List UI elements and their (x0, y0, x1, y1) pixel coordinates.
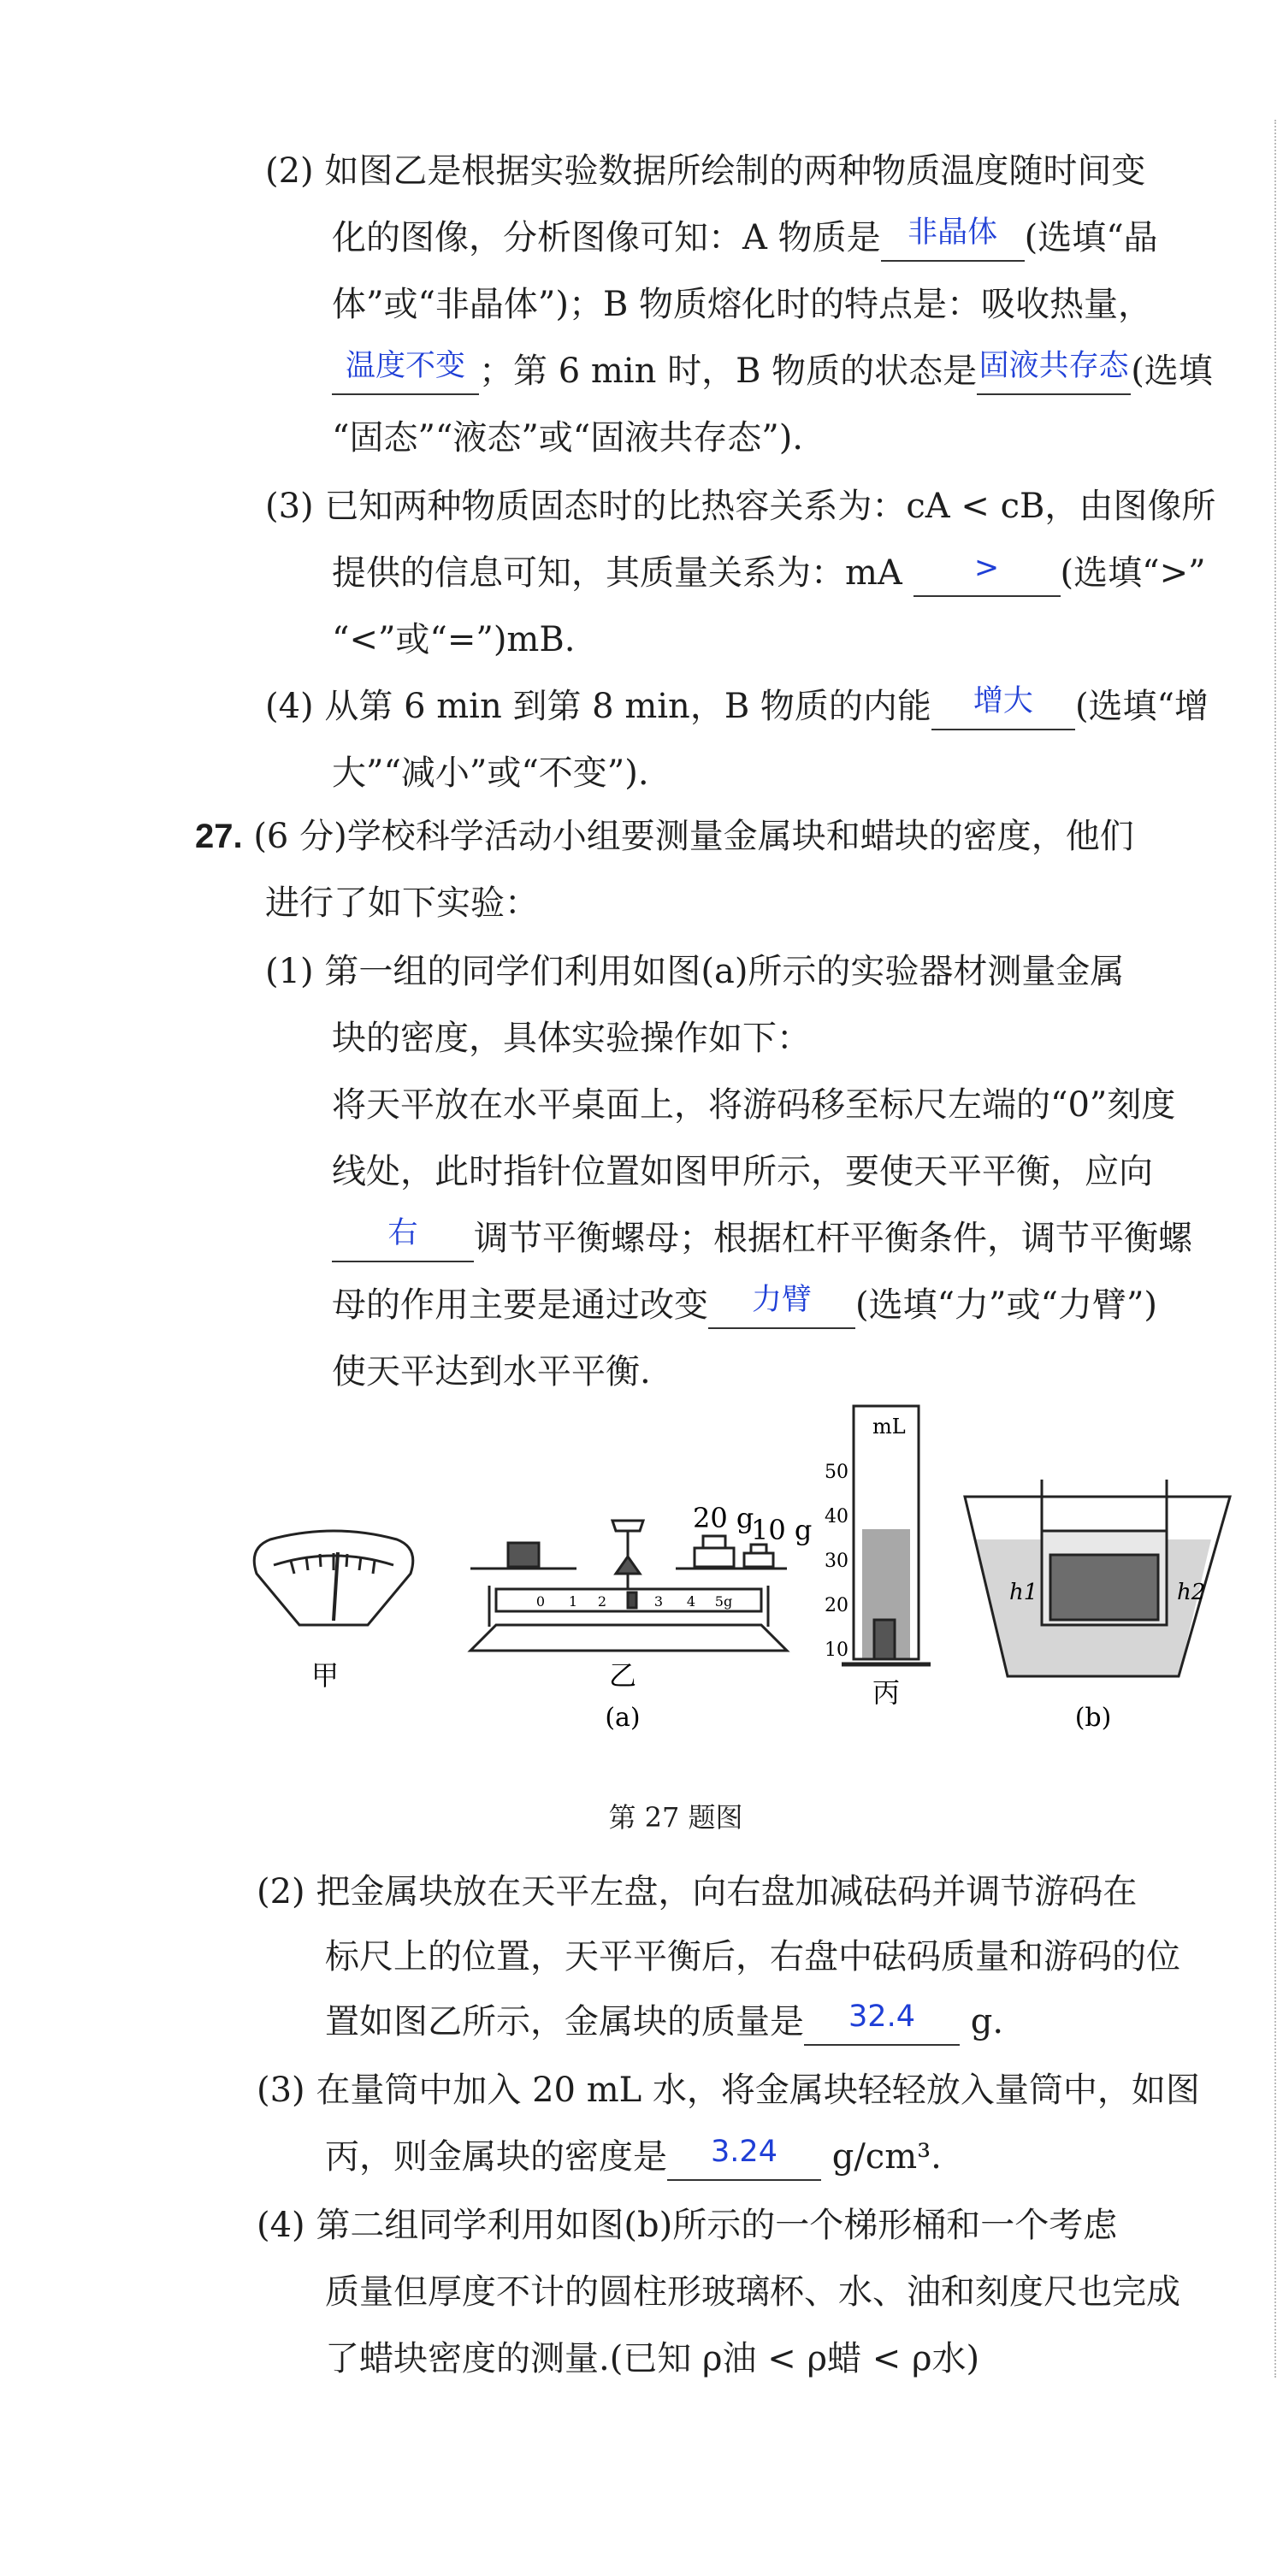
answer-blank-direction (332, 1216, 474, 1262)
answer-text: 固液共存态 (979, 349, 1129, 383)
answer-blank-state (977, 349, 1131, 395)
q27-part1-line5: 右 调节平衡螺母；根据杠杆平衡条件，调节平衡螺 (332, 1216, 1192, 1262)
cylinder-unit: mL (872, 1415, 906, 1439)
q26-part2-line5: “固态”“液态”或“固液共存态”). (332, 418, 804, 458)
answer-blank-mass-relation (913, 551, 1061, 597)
q27-part1-line3: 将天平放在水平桌面上，将游码移至标尺左端的“0”刻度 (332, 1085, 1176, 1125)
cylinder-tick: 30 (825, 1551, 848, 1572)
h2-label: h2 (1177, 1580, 1206, 1605)
scale-tick: 2 (597, 1593, 607, 1610)
q26-part4-line2: 大”“减小”或“不变”). (332, 753, 649, 793)
balance-yi (470, 1521, 787, 1651)
q27-part1-line1: (1) 第一组的同学们利用如图(a)所示的实验器材测量金属 (265, 952, 1125, 991)
q26-part3-line1: (3) 已知两种物质固态时的比热容关系为：cA < cB，由图像所 (265, 487, 1216, 526)
scale-tick: 5g (714, 1593, 733, 1610)
q27-part4-line1: (4) 第二组同学利用如图(b)所示的一个梯形桶和一个考虑 (257, 2206, 1118, 2245)
answer-text: 右 (387, 1216, 418, 1250)
q26-part2-line2: 化的图像，分析图像可知：A 物质是 非晶体 (选填“晶 (332, 216, 1158, 262)
q26-part3-line2: 提供的信息可知，其质量关系为：mA > (选填“>” (332, 551, 1206, 597)
q27-part2-line1: (2) 把金属块放在天平左盘，向右盘加减砝码并调节游码在 (257, 1872, 1138, 1911)
q27-part2-line2: 标尺上的位置，天平平衡后，右盘中砝码质量和游码的位 (325, 1937, 1180, 1976)
answer-text: > (973, 551, 1000, 585)
label-yi: 乙 (608, 1659, 637, 1692)
answer-blank-internal-energy (931, 684, 1075, 730)
page-edge-dotted-line (1274, 120, 1276, 2378)
q27-part2-line3: 置如图乙所示，金属块的质量是 32.4 g. (325, 2000, 1003, 2046)
q26-part4-line1: (4) 从第 6 min 到第 8 min，B 物质的内能 增大 (选填“增 (265, 684, 1209, 730)
q27-part4-line2: 质量但厚度不计的圆柱形玻璃杯、水、油和刻度尺也完成 (325, 2272, 1180, 2312)
cylinder-tick: 20 (825, 1595, 848, 1616)
q27-part1-line2: 块的密度，具体实验操作如下： (332, 1019, 811, 1058)
pointer-scale-jia (254, 1531, 413, 1625)
label-bing: 丙 (872, 1676, 901, 1709)
weight-20g-label: 20 g (693, 1502, 754, 1534)
scale-tick: 0 (535, 1593, 546, 1610)
answer-blank-metal-density (667, 2135, 821, 2181)
measuring-cylinder-bing (842, 1406, 931, 1664)
q26-part2-line4: 温度不变 ；第 6 min 时，B 物质的状态是 固液共存态 (选填 (332, 349, 1213, 395)
h1-label: h1 (1009, 1580, 1038, 1605)
answer-text: 3.24 (711, 2135, 777, 2169)
q27-part1-line6: 母的作用主要是通过改变 力臂 (选填“力”或“力臂”) (332, 1283, 1157, 1329)
label-jia: 甲 (310, 1659, 340, 1692)
answer-blank-lever-arm (708, 1283, 855, 1329)
scale-tick: 4 (686, 1593, 696, 1610)
figure-caption: 第 27 题图 (608, 1801, 743, 1834)
answer-text: 非晶体 (908, 216, 998, 250)
answer-text: 增大 (973, 684, 1033, 718)
answer-blank-metal-mass (804, 2000, 960, 2046)
scale-tick: 1 (568, 1593, 578, 1610)
q26-part2-line3: 体”或“非晶体”)；B 物质熔化时的特点是：吸收热量， (332, 285, 1153, 324)
q27-intro-line1: 27. (6 分)学校科学活动小组要测量金属块和蜡块的密度，他们 (195, 817, 1134, 856)
answer-text: 力臂 (751, 1283, 812, 1317)
weight-10g-label: 10 g (751, 1514, 813, 1546)
trapezoid-tank-b (965, 1480, 1230, 1676)
q27-intro-line2: 进行了如下实验： (265, 883, 539, 923)
figure-27 (239, 1403, 1249, 1779)
q27-part1-line7: 使天平达到水平平衡. (332, 1352, 651, 1391)
q26-part3-line3: “<”或“=”)mB. (332, 620, 576, 659)
cylinder-tick: 40 (825, 1506, 848, 1527)
cylinder-tick: 10 (825, 1640, 848, 1661)
answer-blank-melting-feature (332, 349, 479, 395)
q27-part1-line4: 线处，此时指针位置如图甲所示，要使天平平衡，应向 (332, 1152, 1153, 1191)
q27-part3-line1: (3) 在量筒中加入 20 mL 水，将金属块轻轻放入量筒中，如图 (257, 2071, 1200, 2110)
cylinder-tick: 50 (825, 1462, 848, 1483)
answer-text: 32.4 (848, 2000, 915, 2034)
answer-blank-a-substance (881, 216, 1025, 262)
label-a: (a) (605, 1703, 641, 1733)
answer-text: 温度不变 (345, 349, 465, 383)
q27-part3-line2: 丙，则金属块的密度是 3.24 g/cm³. (325, 2135, 942, 2181)
scale-tick: 3 (653, 1593, 664, 1610)
cylinder-ticks (825, 1462, 848, 1661)
label-b: (b) (1074, 1703, 1112, 1733)
q27-part4-line3: 了蜡块密度的测量.(已知 ρ油 < ρ蜡 < ρ水) (325, 2339, 980, 2378)
question-number: 27. (195, 818, 243, 855)
q26-part2-line1: (2) 如图乙是根据实验数据所绘制的两种物质温度随时间变 (265, 151, 1146, 191)
